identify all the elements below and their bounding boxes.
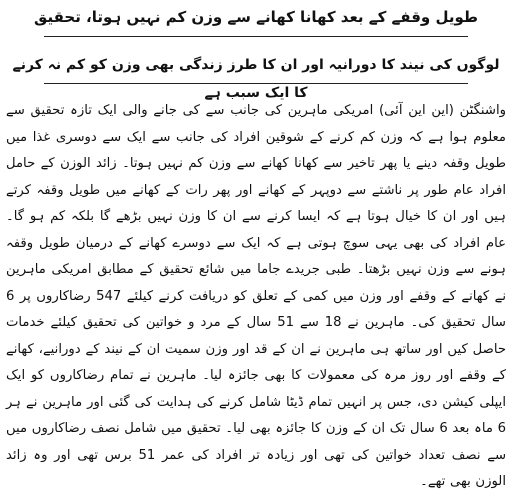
article-body: واشنگٹن (این این آئی) امریکی ماہرین کی جانب سے کی جانے والی ایک تازہ تحقیق سے معلوم ہوا ہے کہ وزن کم کرنے کے شوقین افراد کی جانب سے ایک سے دوسری غذا میں طویل وقفہ دینے یا پھر تاخیر سے کھانا کھانے سے وزن کم نہیں ہوتا۔ زائد الوزن کے حامل افراد عام طور پر ناشتے سے دوپہر کے کھانے اور پھر رات کے کھانے میں طویل وقفہ کرتے ہیں اور ان کا خیال ہوتا ہے کہ ایسا کرنے سے ان کا وزن نہیں بڑھے گا بلکہ کم ہو گا۔ عام افراد کی بھی یہی سوچ ہوتی ہے کہ ایک سے دوسرے کھانے کے درمیان طویل وقفہ ہونے سے وزن نہیں بڑھتا۔ طبی جریدے جاما میں شائع تحقیق کے مطابق امریکی ماہرین نے کھانے کے وقفے اور وزن میں کمی کے تعلق کو دریافت کرنے کیلئے 547 رضاکاروں پر 6 سال تحقیق کی۔ ماہرین نے 18 سے 51 سال کے مرد و خواتین کی تحقیق کیلئے خدمات حاصل کیں اور ساتھ ہی ماہرین نے ان کے قد اور وزن سمیت ان کے نیند کے دورانیے، کھانے کے وقفے اور روز مرہ کی معمولات کا بھی جائزہ لیا۔ ماہرین نے تمام رضاکاروں کو ایک ایپلی کیشن دی، جس پر انہیں تمام ڈیٹا شامل کرنے کی ہدایت کی گئی اور ماہرین نے ہر 6 ماہ بعد 6 سال تک ان کے وزن کا جائزہ بھی لیا۔ تحقیق میں شامل نصف رضاکاروں میں سے نصف تعداد خواتین کی تھی اور زیادہ تر افراد کی عمر 51 برس تھی اور وہ زائد الوزن بھی تھے۔ — [6, 103, 507, 489]
article-headline: طویل وقفے کے بعد کھانا کھانے سے وزن کم نہیں ہوتا، تحقیق — [33, 8, 479, 26]
headline-divider-top — [44, 36, 468, 37]
article-subheadline: لوگوں کی نیند کا دورانیہ اور ان کا طرز زندگی بھی وزن کو کم نہ کرنے کا ایک سبب ہے — [12, 57, 500, 101]
